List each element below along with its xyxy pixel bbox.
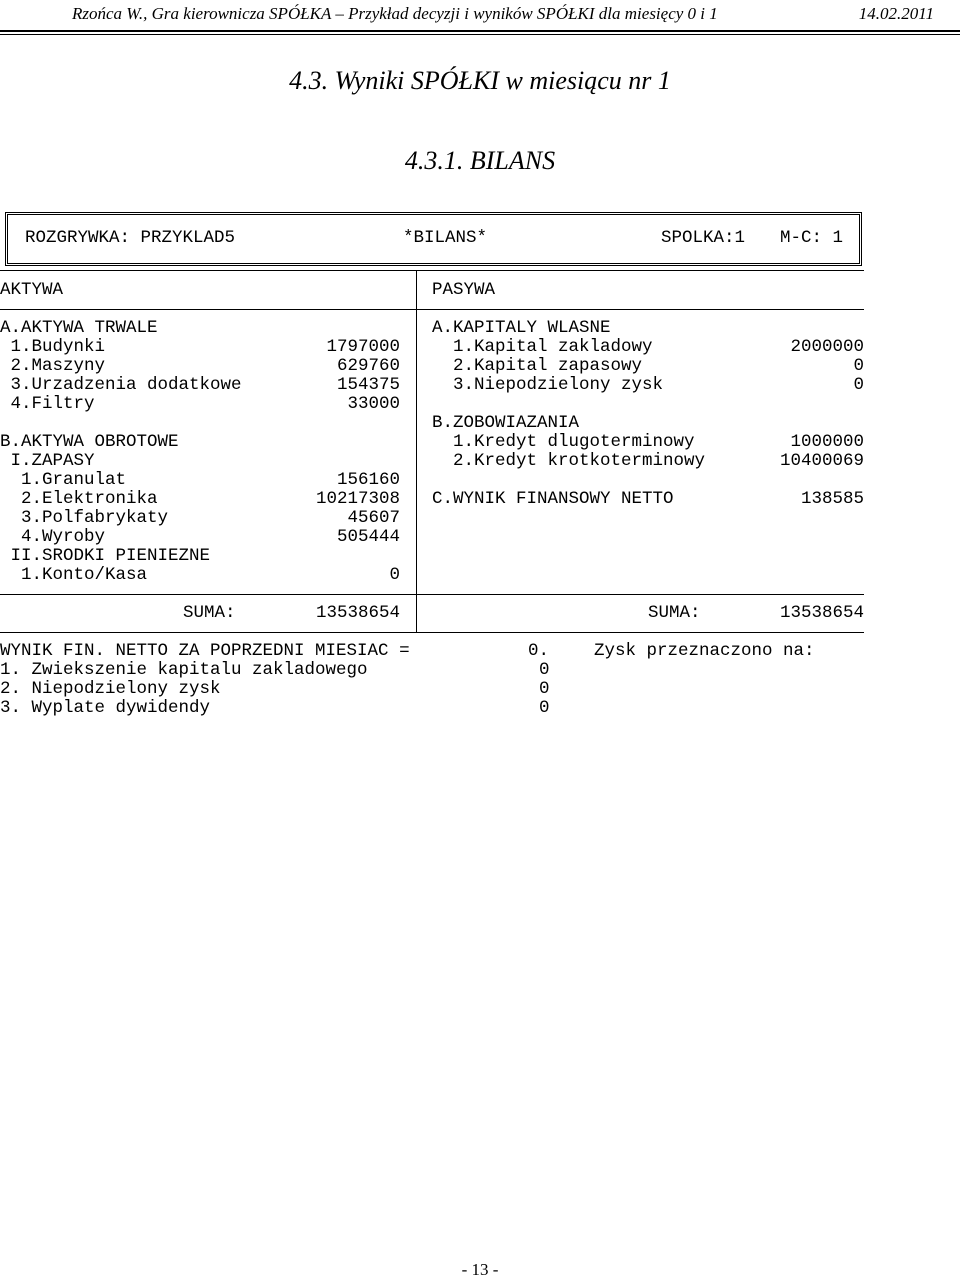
allocation-item-label: 3. Wyplate dywidendy — [0, 698, 211, 718]
aktywa-item-label: 3.Urzadzenia dodatkowe — [0, 375, 242, 395]
aktywa-item-label: 1.Budynki — [0, 337, 106, 357]
pasywa-item-value: 0 — [853, 356, 864, 376]
aktywa-item-value: 154375 — [336, 375, 400, 395]
pasywa-item-value: 2000000 — [790, 337, 864, 357]
pasywa-item-label: 1.Kapital zakladowy — [432, 337, 653, 357]
allocation-item-label: 1. Zwiekszenie kapitalu zakladowego — [0, 660, 368, 680]
aktywa-heading: AKTYWA — [0, 280, 64, 300]
aktywa-item-value: 156160 — [336, 470, 400, 490]
page-number: - 13 - — [461, 1260, 499, 1279]
aktywa-suma-value: 13538654 — [315, 603, 400, 623]
allocation-item-value: 0 — [539, 679, 550, 699]
running-header — [0, 0, 960, 32]
pasywa-item-value: 0 — [853, 375, 864, 395]
aktywa-item-label: 1.Konto/Kasa — [0, 565, 148, 585]
pasywa-wynik-label: C.WYNIK FINANSOWY NETTO — [432, 489, 674, 509]
previous-month-result-label: WYNIK FIN. NETTO ZA POPRZEDNI MIESIAC = — [0, 641, 410, 661]
pasywa-wynik-value: 138585 — [800, 489, 864, 509]
pasywa-suma-value: 13538654 — [779, 603, 864, 623]
table-sum-rule — [0, 594, 864, 595]
aktywa-item-value: 10217308 — [315, 489, 400, 509]
table-bottom-rule — [0, 632, 864, 633]
aktywa-item-value: 629760 — [336, 356, 400, 376]
section-title: 4.3. Wyniki SPÓŁKI w miesiącu nr 1 — [289, 66, 671, 95]
aktywa-obrotowe-heading: B.AKTYWA OBROTOWE — [0, 432, 179, 452]
banner-name: *BILANS* — [403, 228, 488, 248]
aktywa-trwale-heading: A.AKTYWA TRWALE — [0, 318, 158, 338]
aktywa-item-value: 45607 — [347, 508, 400, 528]
aktywa-item-value: 33000 — [347, 394, 400, 414]
pasywa-item-value: 1000000 — [790, 432, 864, 452]
table-column-divider — [416, 270, 417, 632]
aktywa-item-label: 2.Elektronika — [0, 489, 158, 509]
aktywa-item-value: 1797000 — [326, 337, 400, 357]
aktywa-item-label: 4.Filtry — [0, 394, 95, 414]
aktywa-item-value: 0 — [389, 565, 400, 585]
previous-month-result-value: 0. — [528, 641, 550, 661]
table-top-rule — [0, 270, 864, 271]
banner-month: M-C: 1 — [780, 228, 844, 248]
pasywa-item-label: 2.Kapital zapasowy — [432, 356, 643, 376]
banner-game: ROZGRYWKA: PRZYKLAD5 — [25, 228, 236, 248]
pasywa-zobowiazania-heading: B.ZOBOWIAZANIA — [432, 413, 580, 433]
pasywa-kapitaly-heading: A.KAPITALY WLASNE — [432, 318, 611, 338]
table-header-rule — [0, 309, 864, 310]
pasywa-suma-label: SUMA: — [648, 603, 701, 623]
header-title: Rzońca W., Gra kierownicza SPÓŁKA – Przykład decyzji i wyników SPÓŁKI dla miesięcy 0 i 1 — [72, 4, 718, 23]
aktywa-item-label: 2.Maszyny — [0, 356, 106, 376]
aktywa-zapasy-heading: I.ZAPASY — [0, 451, 95, 471]
pasywa-item-label: 1.Kredyt dlugoterminowy — [432, 432, 695, 452]
pasywa-item-label: 3.Niepodzielony zysk — [432, 375, 664, 395]
banner-box — [5, 212, 862, 266]
aktywa-item-label: 4.Wyroby — [0, 527, 106, 547]
pasywa-item-label: 2.Kredyt krotkoterminowy — [432, 451, 706, 471]
aktywa-item-label: 3.Polfabrykaty — [0, 508, 169, 528]
banner-company: SPOLKA:1 — [661, 228, 746, 248]
header-date: 14.02.2011 — [858, 4, 934, 23]
allocation-item-value: 0 — [539, 660, 550, 680]
aktywa-suma-label: SUMA: — [183, 603, 236, 623]
allocation-item-value: 0 — [539, 698, 550, 718]
aktywa-srodki-heading: II.SRODKI PIENIEZNE — [0, 546, 211, 566]
profit-distribution — [0, 641, 960, 1216]
aktywa-item-value: 505444 — [336, 527, 400, 547]
aktywa-item-label: 1.Granulat — [0, 470, 127, 490]
subsection-title: 4.3.1. BILANS — [404, 146, 556, 175]
pasywa-item-value: 10400069 — [779, 451, 864, 471]
profit-allocation-heading: Zysk przeznaczono na: — [594, 641, 815, 661]
allocation-item-label: 2. Niepodzielony zysk — [0, 679, 221, 699]
pasywa-heading: PASYWA — [432, 280, 496, 300]
